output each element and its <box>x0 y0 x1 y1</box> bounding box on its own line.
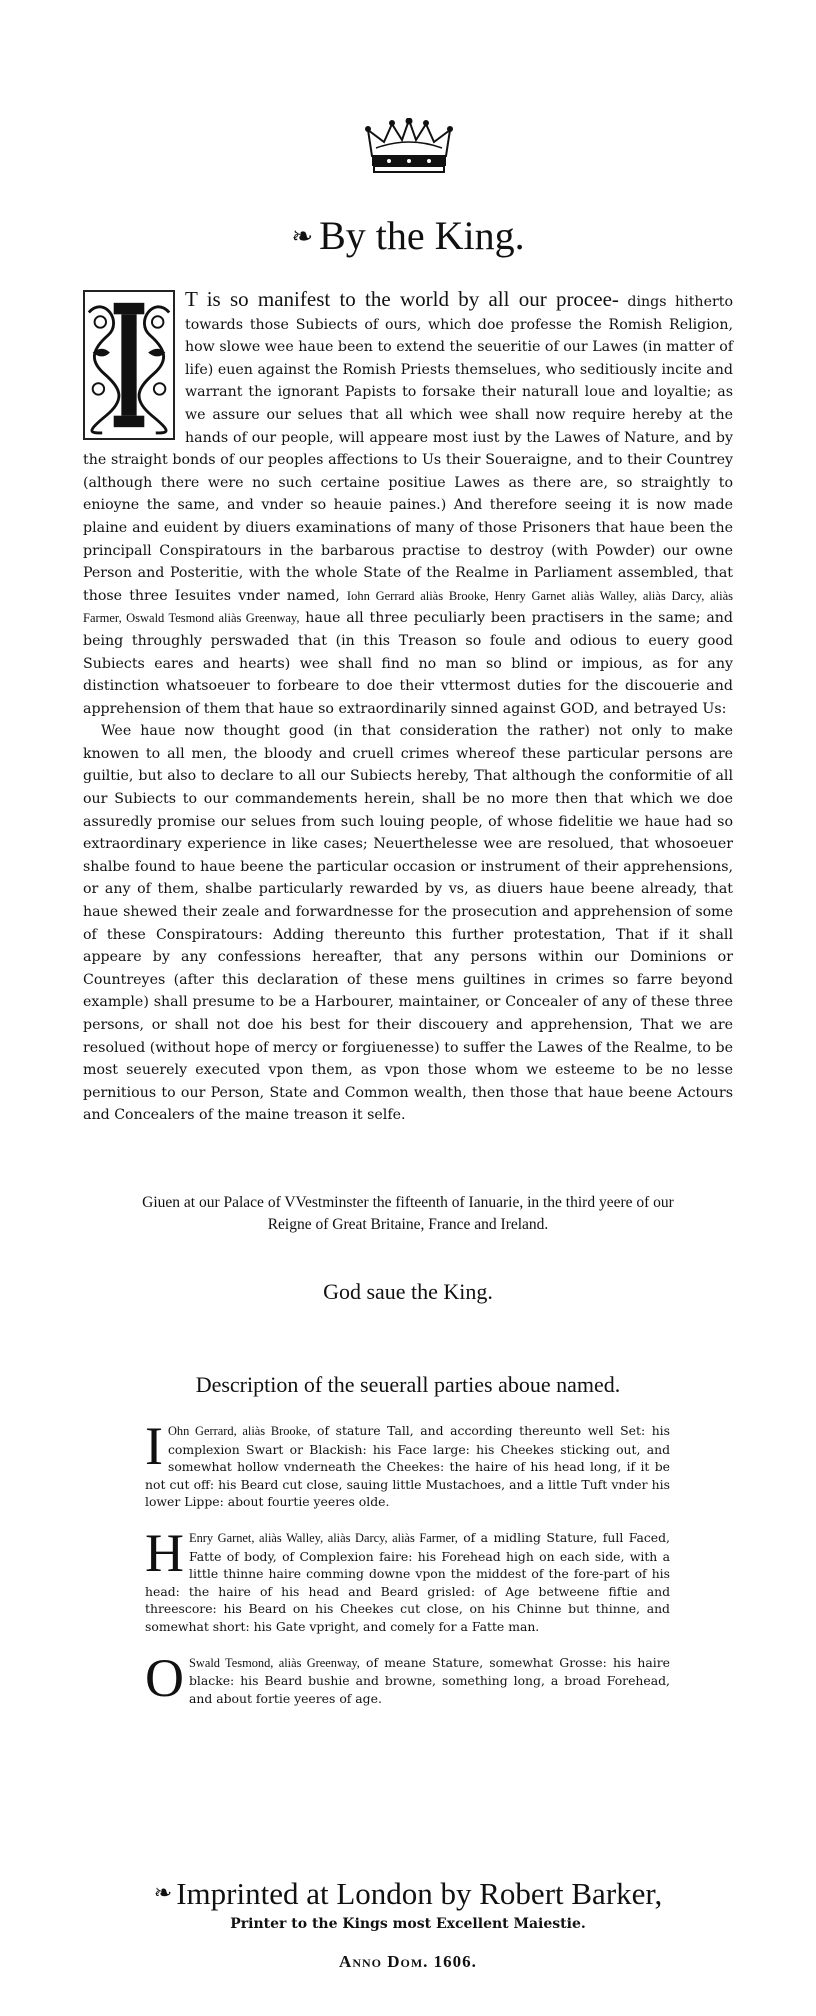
drop-cap: I <box>145 1416 163 1476</box>
fleuron-icon: ❧ <box>153 1880 173 1905</box>
person-name: Ohn Gerrard, aliàs Brooke, <box>167 1424 311 1438</box>
person-name: Swald Tesmond, aliàs Greenway, <box>189 1655 360 1670</box>
decorated-initial-i-icon <box>83 290 175 440</box>
person-text: of stature Tall, and according thereunto well Set: his complexion Swart or Blackish: his Face large: his Cheekes sticking out, and somewhat hollow vnderneath the Cheekes: the haire of his head long, if it be not cut off: his Beard cut close, sauing little Mustachoes, and a little Tuft vnder his lower Lippe: about fourtie yeeres olde. <box>145 1423 670 1510</box>
proclamation-title <box>0 212 816 261</box>
persons-list <box>145 1416 670 1725</box>
description-title: Description of the seuerall parties aboue named. <box>195 1372 621 1397</box>
body-text-2: haue all three peculiarly been practisers in the same; and being throughly perswaded that (in this Treason so foule and odious to euery good Subiects eares and hearts) wee shall find no man so blind or impious, as for any distinction whatsoeuer to forbeare to doe their vttermost duties for the discouerie and apprehension of them that haue so extraordinarily sinned against GOD, and betrayed Us: <box>83 610 733 717</box>
person-description <box>145 1647 670 1708</box>
person-name: Enry Garnet, aliàs Walley, aliàs Darcy, aliàs Farmer, <box>189 1530 458 1545</box>
fleuron-icon: ❧ <box>291 222 314 251</box>
title-text: By the King. <box>319 213 525 258</box>
person-text: of meane Stature, somewhat Grosse: his haire blacke: his Beard bushie and browne, something long, a broad Forehead, and about fortie yeeres of age. <box>189 1654 670 1706</box>
imprint-line <box>0 1874 816 1913</box>
imprint-text: Imprinted at London by Robert Barker, <box>176 1876 663 1911</box>
person-description <box>145 1522 670 1636</box>
proclamation-body <box>83 288 733 1127</box>
paragraph-2: Wee haue now thought good (in that consideration the rather) not only to make knowen to all men, the bloody and cruell crimes whereof these particular persons are guiltie, but also to declare to all our Subiects hereby, That although the conformitie of all our Subiects to our commandements herein, shall be no more then that which we doe assuredly promise our selues from such louing people, of whose fidelitie we haue had so extraordinary experience in like cases; Neuerthelesse wee are resolued, that whosoeuer shalbe found to haue beene the particular occasion or instrument of their apprehensions, or any of them, shalbe particularly rewarded by vs, as diuers haue beene already, that haue shewed their zeale and forwardnesse for the prosecution and apprehension of some of these Conspiratours: Adding thereunto this further protestation, That if it shall appeare by any confessions hereafter, that any persons within our Dominions or Countreyes (after this declaration of these mens guiltines in crimes so farre beyond example) shall presume to be a Harbourer, maintainer, or Concealer of any of these three persons, or shall not doe his best for their discouery and apprehension, That we are resolued (without hope of mercy or forgiuenesse) to suffer the Lawes of the Realme, to be most seuerely executed vpon them, as vpon those whom we esteeme to be no lesse pernitious to our Person, State and Common wealth, then those that haue beene Actours and Concealers of the maine treason it selfe. <box>83 723 733 1124</box>
crown-icon <box>364 118 454 176</box>
person-description <box>145 1416 670 1511</box>
god-save-the-king: God saue the King. <box>323 1279 493 1304</box>
printer-line: Printer to the Kings most Excellent Maiestie. <box>230 1916 586 1932</box>
drop-cap: H <box>145 1522 184 1583</box>
person-text: of a midling Stature, full Faced, Fatte of body, of Complexion faire: his Forehead high on each side, with a little thinne haire comming downe vpon the middest of the fore-part of his head: the haire of his head and Beard grisled: of Age betweene fiftie and threescore: his Beard on his Cheekes cut close, on his Chinne but thinne, and somewhat short: his Gate vpright, and comely for a Fatte man. <box>145 1529 670 1634</box>
anno-domini: Anno Dom. 1606. <box>339 1952 477 1971</box>
jesuit-names: Iohn Gerrard aliàs Brooke, Henry Garnet aliàs Walley, aliàs Darcy, aliàs Farmer, Oswald Tesmond aliàs Greenway, <box>83 588 733 626</box>
given-at-line: Giuen at our Palace of VVestminster the fifteenth of Ianuarie, in the third yeere of our Reigne of Great Britaine, France and Ireland. <box>142 1194 674 1233</box>
drop-cap: O <box>145 1647 184 1708</box>
opening-words: T is so manifest to the world by all our procee- <box>185 287 619 311</box>
paragraph-1 <box>83 288 733 720</box>
body-text-1: dings hitherto towards those Subiects of ours, which doe professe the Romish Religion, how slowe wee haue been to extend the seueritie of our Lawes (in matter of life) euen against the Romish Priests themselues, who seditiously incite and warrant the ignorant Papists to forsake their naturall loue and loyaltie; as we assure our selues that all which wee shall now require hereby at the hands of our people, will appeare most iust by the Lawes of Nature, and by the straight bonds of our peoples affections to Us their Soueraigne, and to their Countrey (although there were no such certaine positiue Lawes as there are, so straightly to enioyne the same, and vnder so heauie paines.) And therefore seeing it is now made plaine and euident by diuers examinations of many of those Prisoners that haue been the principall Conspiratours in the barbarous practise to destroy (with Powder) our owne Person and Posteritie, with the whole State of the Realme in Parliament assembled, that those three Iesuites vnder named, <box>83 294 733 604</box>
